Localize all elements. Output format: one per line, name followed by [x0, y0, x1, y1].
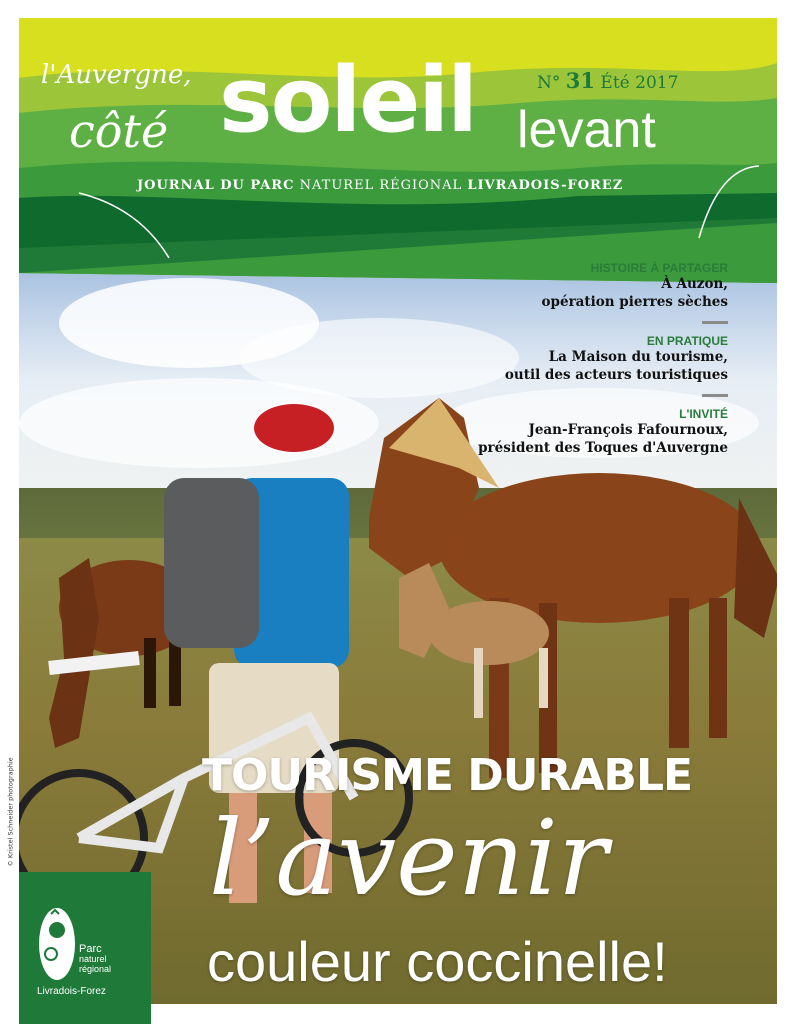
subtitle-part2: NATUREL RÉGIONAL: [299, 178, 463, 193]
teaser-invite[interactable]: [478, 407, 728, 457]
issue-prefix: N°: [537, 73, 561, 93]
headline-coccinelle: couleur coccinelle!: [207, 930, 668, 993]
park-logo-text: [79, 944, 111, 974]
masthead-cote: côté: [69, 104, 169, 158]
logo-line1: Parc: [79, 943, 102, 955]
masthead-tagline: l'Auvergne,: [41, 60, 192, 90]
park-logo[interactable]: [19, 872, 151, 1024]
teaser-kicker: HISTOIRE À PARTAGER: [590, 261, 728, 275]
teaser-title: À Auzon,: [661, 276, 728, 292]
headline-tourisme-durable: TOURISME DURABLE: [202, 750, 693, 801]
photo-credit: [2, 757, 16, 872]
masthead-soleil: soleil: [219, 48, 476, 153]
teaser-en-pratique[interactable]: [478, 334, 728, 403]
issue-info: [537, 68, 678, 93]
teaser-title: opération pierres sèches: [541, 294, 728, 310]
headline-avenir: l’avenir: [209, 797, 608, 919]
teaser-divider: [702, 321, 728, 324]
logo-line3: régional: [79, 964, 112, 974]
subtitle-part1: JOURNAL DU PARC: [137, 178, 295, 193]
teaser-kicker: L'INVITÉ: [679, 407, 728, 421]
photo-credit-text: © Kristel Schneider photographie: [6, 757, 15, 867]
teaser-title: président des Toques d'Auvergne: [478, 440, 728, 456]
logo-line2: naturel: [79, 954, 107, 964]
journal-subtitle: [137, 178, 623, 193]
logo-line4: Livradois-Forez: [37, 986, 106, 997]
teaser-list: [478, 261, 728, 461]
teaser-title: Jean-François Fafournoux,: [528, 422, 728, 438]
teaser-histoire[interactable]: [478, 261, 728, 330]
teaser-kicker: EN PRATIQUE: [646, 334, 728, 348]
subtitle-part3: LIVRADOIS-FOREZ: [467, 178, 624, 193]
teaser-title: La Maison du tourisme,: [548, 349, 728, 365]
teaser-title: outil des acteurs touristiques: [504, 367, 728, 383]
teaser-divider: [702, 394, 728, 397]
issue-season: Été 2017: [600, 73, 679, 93]
masthead-levant: levant: [517, 101, 656, 159]
park-logo-icon: [37, 906, 77, 982]
issue-number: 31: [565, 68, 596, 93]
magazine-cover: [19, 18, 777, 1004]
